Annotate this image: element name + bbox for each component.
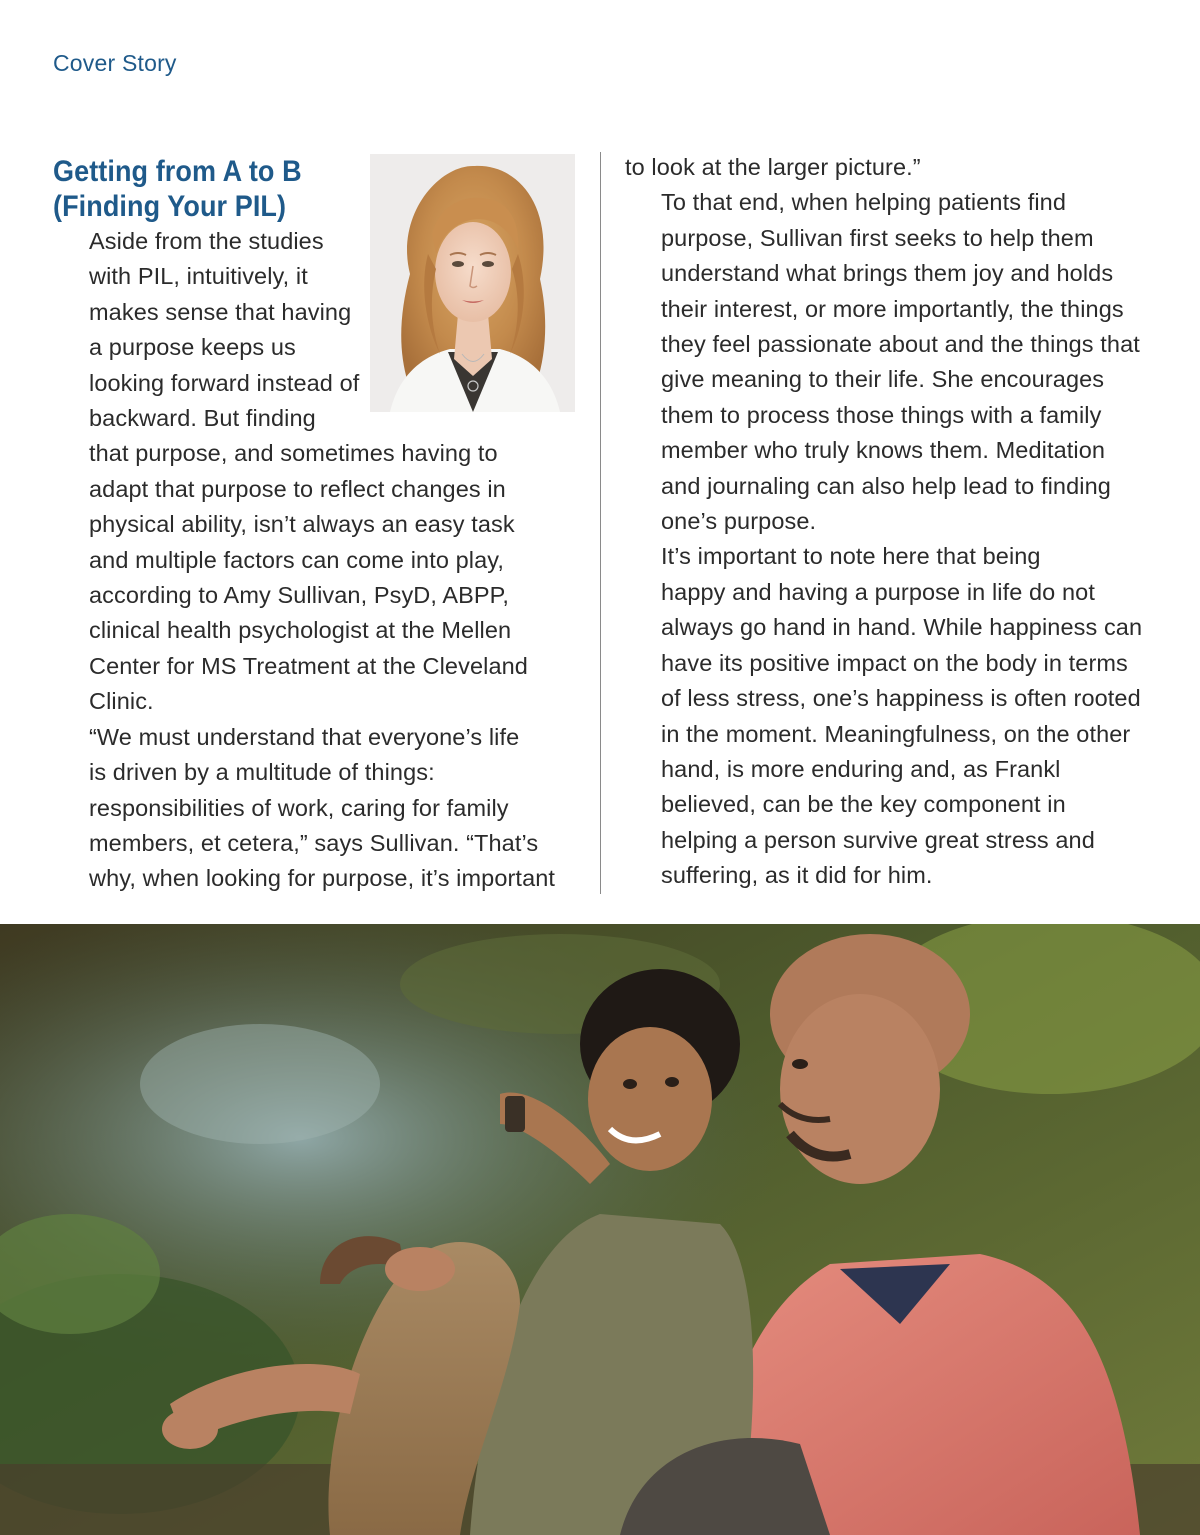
text-line: have its positive impact on the body in terms xyxy=(661,649,1128,676)
text-line: them to process those things with a family xyxy=(661,401,1102,428)
text-line: To that end, when helping patients find xyxy=(661,189,1066,216)
text-line: adapt that purpose to reflect changes in xyxy=(89,475,506,502)
text-line: one’s purpose. xyxy=(661,508,817,535)
text-line: and multiple factors can come into play, xyxy=(89,546,505,573)
text-line: believed, can be the key component in xyxy=(661,791,1066,818)
text-line: is driven by a multitude of things: xyxy=(89,759,435,786)
text-line: and journaling can also help lead to finding xyxy=(661,472,1111,499)
text-line: of less stress, one’s happiness is often rooted xyxy=(661,685,1141,712)
text-line: according to Amy Sullivan, PsyD, ABPP, xyxy=(89,582,510,609)
text-line: Clinic. xyxy=(89,688,154,715)
text-line: purpose, Sullivan first seeks to help them xyxy=(661,224,1094,251)
text-line: Center for MS Treatment at the Cleveland xyxy=(89,652,528,679)
text-line: “We must understand that everyone’s life xyxy=(89,723,520,750)
text-line: always go hand in hand. While happiness can xyxy=(661,614,1143,641)
text-line: with PIL, intuitively, it xyxy=(89,263,308,290)
text-line: suffering, as it did for him. xyxy=(661,862,933,889)
column-divider xyxy=(600,152,601,894)
text-line: Aside from the studies xyxy=(89,228,324,254)
text-line: member who truly knows them. Meditation xyxy=(661,437,1106,464)
text-line: helping a person survive great stress and xyxy=(661,826,1095,853)
text-line: that purpose, and sometimes having to xyxy=(89,440,498,467)
text-line: in the moment. Meaningfulness, on the other xyxy=(661,720,1131,747)
portrait-photo xyxy=(370,154,575,412)
text-line: makes sense that having xyxy=(89,298,352,325)
text-line: why, when looking for purpose, it’s important xyxy=(89,865,556,892)
text-line: a purpose keeps us xyxy=(89,334,296,361)
text-line: clinical health psychologist at the Mellen xyxy=(89,617,512,644)
text-line: to look at the larger picture.” xyxy=(625,154,921,180)
left-paragraph-2 xyxy=(53,720,568,897)
text-line: members, et cetera,” says Sullivan. “That’s xyxy=(89,829,539,856)
text-line: It’s important to note here that being xyxy=(661,543,1041,570)
right-paragraph-1 xyxy=(625,185,1155,539)
right-column xyxy=(625,150,1155,894)
text-line: backward. But finding xyxy=(89,405,316,432)
text-line: physical ability, isn’t always an easy task xyxy=(89,511,515,538)
right-paragraph-0 xyxy=(625,150,1155,185)
text-line: happy and having a purpose in life do not xyxy=(661,578,1095,605)
heading-line-2: (Finding Your PIL) xyxy=(53,190,287,223)
heading-line-1: Getting from A to B xyxy=(53,155,302,188)
hero-photo xyxy=(0,924,1200,1535)
text-line: their interest, or more importantly, the things xyxy=(661,295,1124,322)
text-line: they feel passionate about and the things that xyxy=(661,331,1140,358)
section-label: Cover Story xyxy=(53,50,177,76)
text-line: give meaning to their life. She encourages xyxy=(661,366,1105,393)
article-heading xyxy=(53,154,341,224)
text-line: looking forward instead of xyxy=(89,369,360,396)
right-paragraph-2 xyxy=(625,539,1155,893)
text-line: responsibilities of work, caring for family xyxy=(89,794,509,821)
text-line: hand, is more enduring and, as Frankl xyxy=(661,755,1061,782)
text-line: understand what brings them joy and holds xyxy=(661,260,1114,287)
